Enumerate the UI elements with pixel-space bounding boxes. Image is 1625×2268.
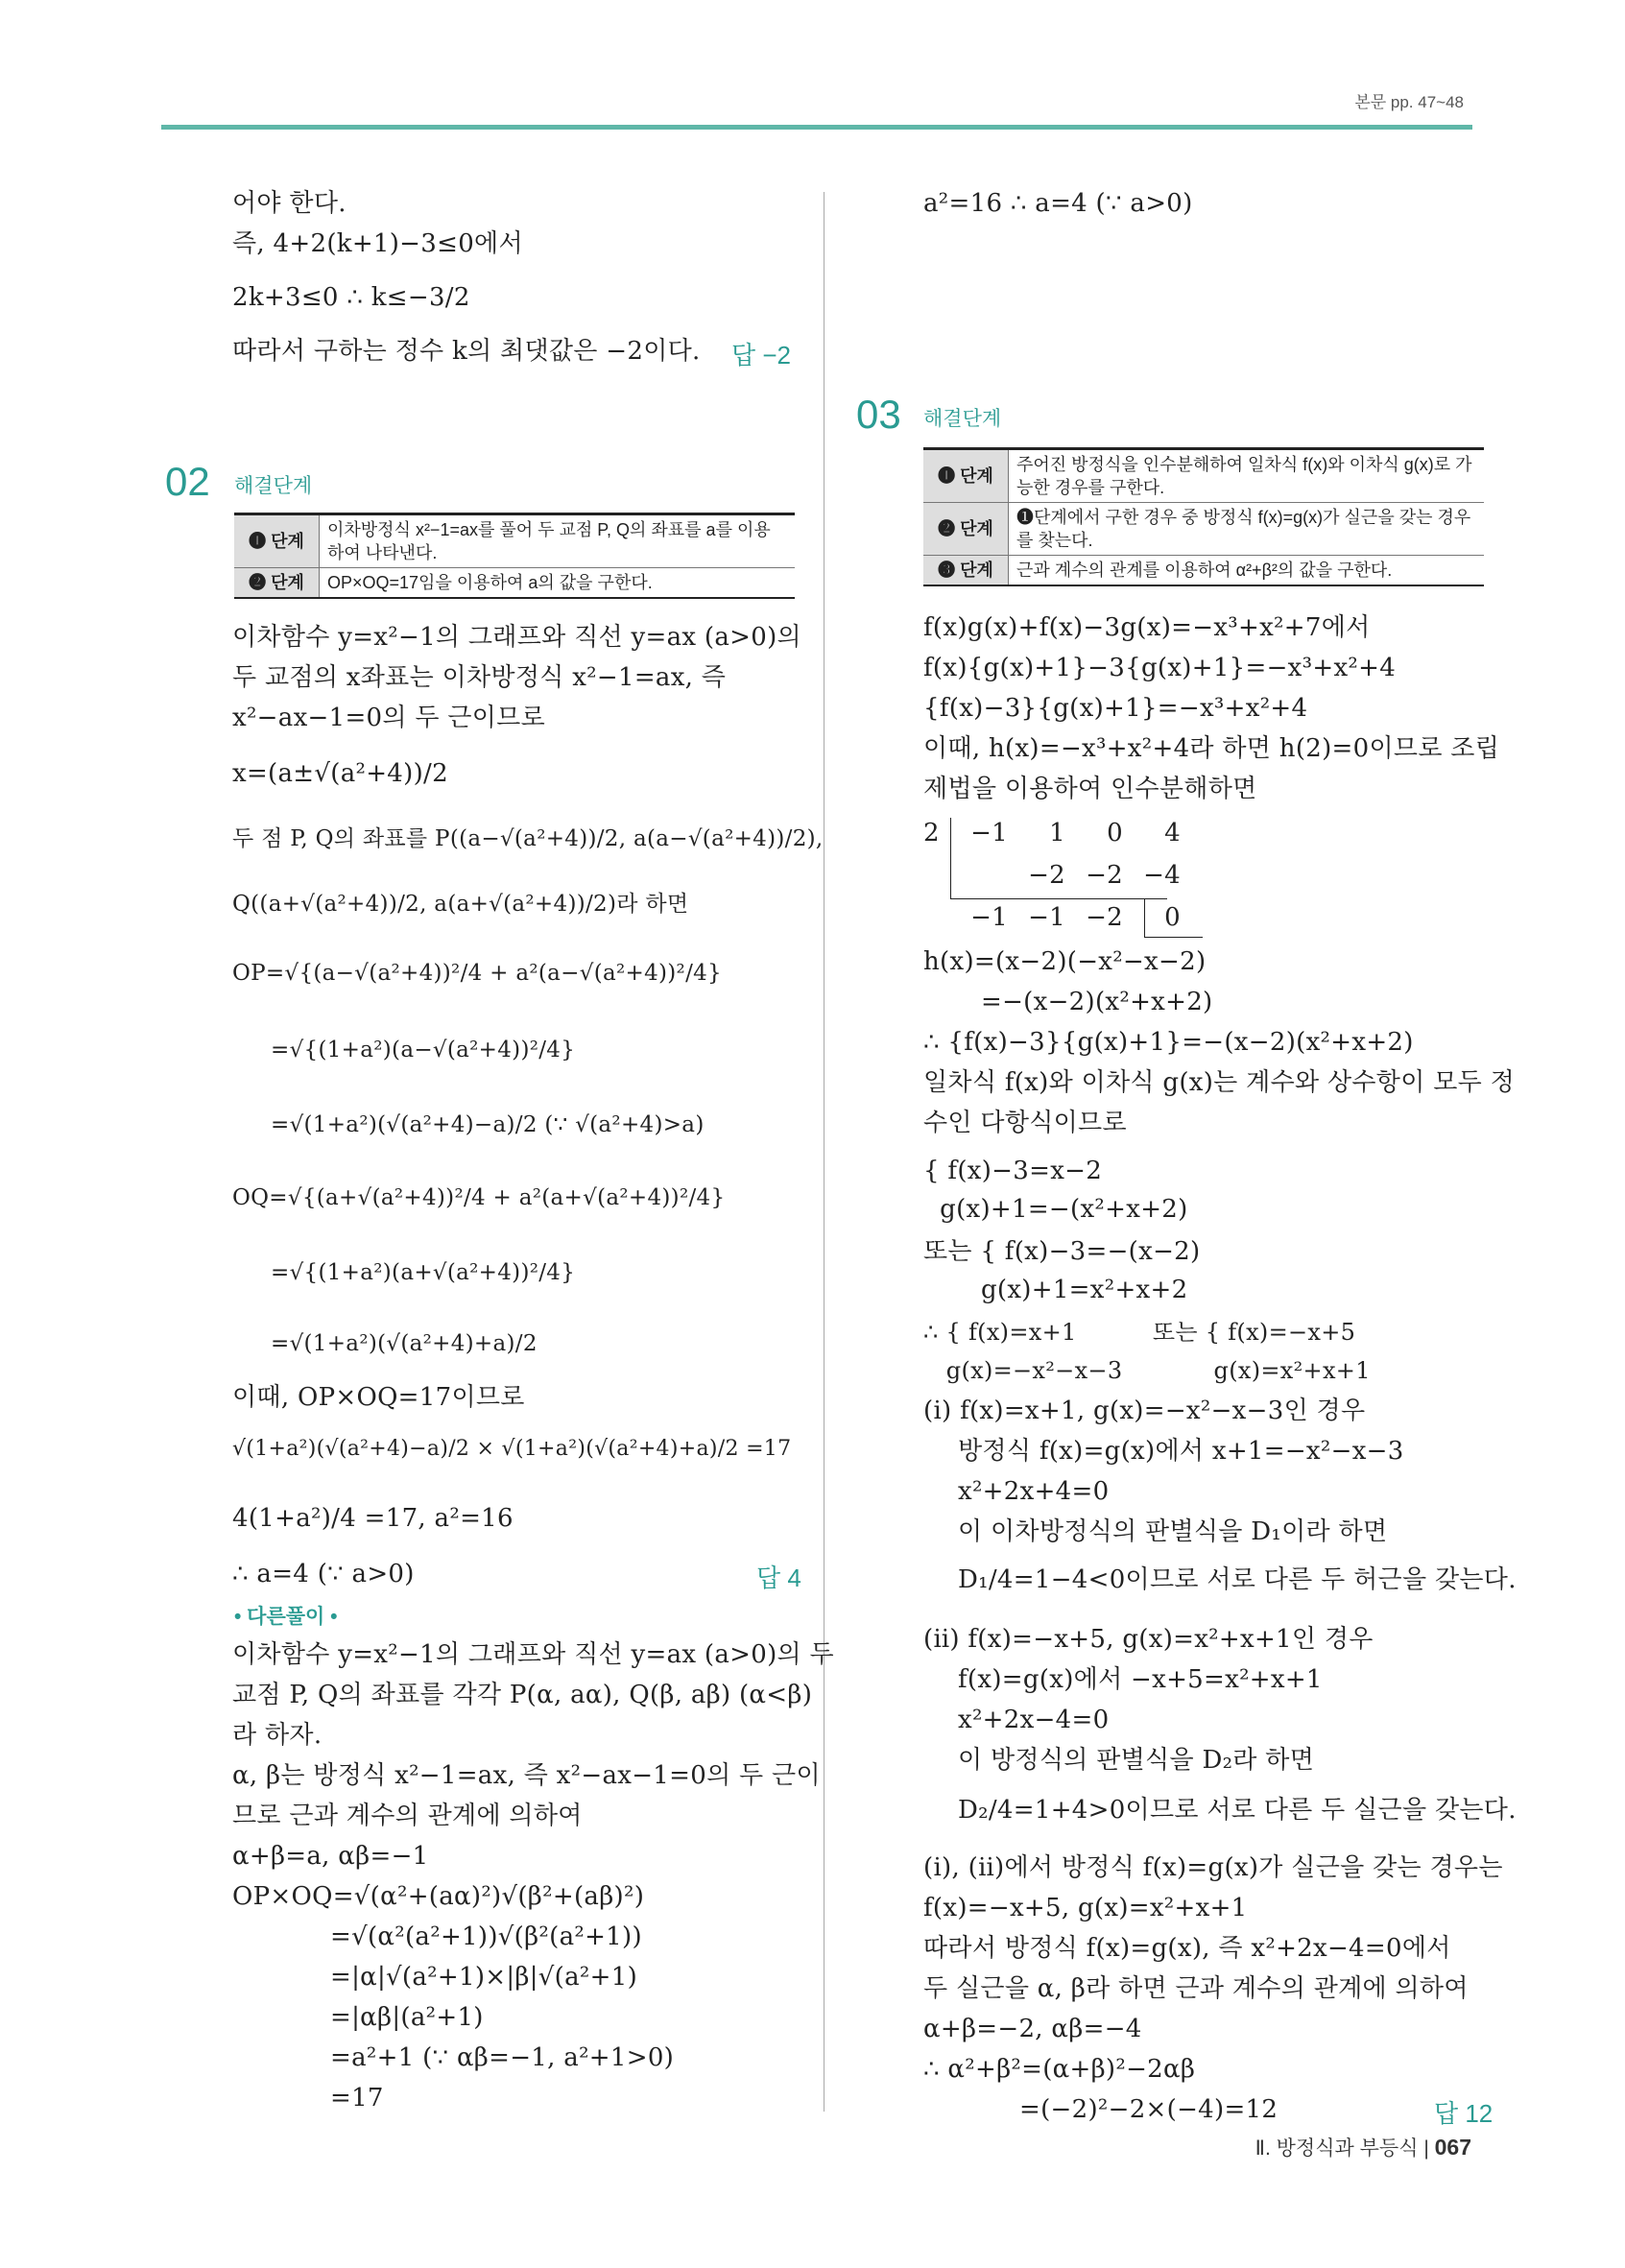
math-line: ∴ { f(x)=x+1 또는 { f(x)=−x+5 [923,1319,1356,1346]
math-line: =17 [330,2084,384,2113]
step-text: OP×OQ=17임을 이용하여 a의 값을 구한다. [320,568,796,599]
synthetic-divisor: 2 [923,819,940,848]
math-line: {f(x)−3}{g(x)+1}=−x³+x²+4 [923,694,1308,723]
text-line: 두 교점의 x좌표는 이차방정식 x²−1=ax, 즉 [232,663,727,692]
math-line: f(x)=g(x)에서 −x+5=x²+x+1 [958,1665,1323,1694]
text-line: 따라서 방정식 f(x)=g(x), 즉 x²+2x−4=0에서 [923,1934,1451,1963]
math-line: =|αβ|(a²+1) [330,2003,484,2032]
math-line: α+β=a, αβ=−1 [232,1842,429,1871]
section-number: 02 [165,459,210,504]
text-line: 일차식 f(x)와 이차식 g(x)는 계수와 상수항이 모두 정 [923,1068,1516,1097]
math-line: x²+2x−4=0 [958,1706,1110,1734]
text-line: (ⅰ), (ⅱ)에서 방정식 f(x)=g(x)가 실근을 갖는 경우는 [923,1853,1503,1882]
page-reference: 본문 pp. 47~48 [1354,93,1464,111]
text-line: 제법을 이용하여 인수분해하면 [923,775,1257,803]
math-line: f(x)g(x)+f(x)−3g(x)=−x³+x²+7에서 [923,613,1371,642]
math-line: D₂/4=1+4>0이므로 서로 다른 두 실근을 갖는다. [958,1796,1517,1825]
text-line: (ⅱ) f(x)=−x+5, g(x)=x²+x+1인 경우 [923,1625,1374,1654]
math-line: h(x)=(x−2)(−x²−x−2) [923,947,1207,976]
math-line: =a²+1 (∵ αβ=−1, a²+1>0) [330,2043,675,2072]
math-line: α+β=−2, αβ=−4 [923,2015,1142,2043]
synthetic-vertical-rule [950,818,951,898]
text-line: 교점 P, Q의 좌표를 각각 P(α, aα), Q(β, aβ) (α<β) [232,1681,813,1709]
math-line: x²+2x+4=0 [958,1477,1110,1506]
synthetic-cell: 0 [1107,819,1123,848]
math-line: =(−2)²−2×(−4)=12 [1019,2095,1278,2124]
text-line: 이때, h(x)=−x³+x²+4라 하면 h(2)=0이므로 조립 [923,734,1500,763]
section-title: 해결단계 [234,475,313,497]
math-line: =√(α²(a²+1))√(β²(a²+1)) [330,1922,642,1951]
math-line: 방정식 f(x)=g(x)에서 x+1=−x²−x−3 [958,1437,1404,1466]
text-line: 이 방정식의 판별식을 D₂라 하면 [958,1746,1315,1775]
text-line: 두 실근을 α, β라 하면 근과 계수의 관계에 의하여 [923,1974,1469,2003]
footer-separator: | [1423,2137,1435,2160]
math-line: 두 점 P, Q의 좌표를 P((a−√(a²+4))/2, a(a−√(a²+4))/2), [232,826,824,851]
text-line: 이때, OP×OQ=17이므로 [232,1383,525,1412]
math-line: Q((a+√(a²+4))/2, a(a+√(a²+4))/2)라 하면 [232,892,689,917]
chapter-title: Ⅱ. 방정식과 부등식 [1255,2137,1419,2160]
math-line: OQ=√{(a+√(a²+4))²/4 + a²(a+√(a²+4))²/4} [232,1185,726,1210]
step-text: ❶단계에서 구한 경우 중 방정식 f(x)=g(x)가 실근을 갖는 경우를 찾는다. [1009,503,1485,556]
alt-solution-title: • 다른풀이 • [234,1606,338,1628]
math-line: √(1+a²)(√(a²+4)−a)/2 × √(1+a²)(√(a²+4)+a)/2 =17 [232,1437,792,1461]
step-row [923,449,1484,503]
math-line: g(x)=−x²−x−3 g(x)=x²+x+1 [923,1357,1371,1384]
math-line: ∴ {f(x)−3}{g(x)+1}=−(x−2)(x²+x+2) [923,1028,1414,1057]
text-line: 따라서 구하는 정수 k의 최댓값은 −2이다. [232,337,701,366]
text-line: 수인 다항식이므로 [923,1109,1127,1137]
answer-label: 답 12 [1434,2099,1494,2128]
math-line: =√{(1+a²)(a−√(a²+4))²/4} [271,1038,576,1062]
math-line: f(x)=−x+5, g(x)=x²+x+1 [923,1894,1248,1922]
text-line: 이 이차방정식의 판별식을 D₁이라 하면 [958,1517,1388,1546]
math-line: g(x)+1=x²+x+2 [923,1276,1188,1304]
step-label: ❸ 단계 [923,556,1009,586]
math-line: ∴ α²+β²=(α+β)²−2αβ [923,2055,1196,2084]
step-row [923,556,1484,586]
math-line: =√(1+a²)(√(a²+4)+a)/2 [271,1331,538,1356]
text-line: 라 하자. [232,1721,323,1750]
step-label: ❷ 단계 [234,568,320,599]
text-line: 어야 한다. [232,189,347,218]
section-number: 03 [856,392,901,437]
math-line: g(x)+1=−(x²+x+2) [923,1195,1188,1224]
section-title: 해결단계 [923,408,1002,430]
solution-steps-table [923,447,1484,586]
math-line: =|α|√(a²+1)×|β|√(a²+1) [330,1963,638,1992]
text-line: (ⅰ) f(x)=x+1, g(x)=−x²−x−3인 경우 [923,1397,1366,1425]
step-label: ❶ 단계 [234,514,320,568]
synthetic-cell: 0 [1164,903,1181,932]
math-line: x=(a±√(a²+4))/2 [232,759,448,788]
step-label: ❷ 단계 [923,503,1009,556]
step-text: 근과 계수의 관계를 이용하여 α²+β²의 값을 구한다. [1009,556,1485,586]
text-line: 이차함수 y=x²−1의 그래프와 직선 y=ax (a>0)의 [232,623,801,652]
solution-steps-table [234,513,795,599]
text-line: x²−ax−1=0의 두 근이므로 [232,704,546,732]
page-footer [1255,2133,1471,2161]
math-line: f(x){g(x)+1}−3{g(x)+1}=−x³+x²+4 [923,654,1397,682]
step-text: 주어진 방정식을 인수분해하여 일차식 f(x)와 이차식 g(x)로 가능한 경우를 구한다. [1009,449,1485,503]
math-line: OP=√{(a−√(a²+4))²/4 + a²(a−√(a²+4))²/4} [232,961,722,986]
math-line: 4(1+a²)/4 =17, a²=16 [232,1504,514,1533]
step-row [234,568,795,599]
step-label: ❶ 단계 [923,449,1009,503]
synthetic-cell: −1 [970,903,1008,932]
header-rule [161,125,1472,130]
synthetic-cell: −2 [1028,861,1065,890]
answer-label: 답 −2 [731,341,791,370]
synthetic-cell: 4 [1164,819,1181,848]
step-row [234,514,795,568]
text-line: α, β는 방정식 x²−1=ax, 즉 x²−ax−1=0의 두 근이 [232,1761,821,1790]
math-line: { f(x)−3=x−2 [923,1157,1103,1185]
math-line: D₁/4=1−4<0이므로 서로 다른 두 허근을 갖는다. [958,1565,1517,1594]
synthetic-cell: −2 [1086,903,1123,932]
text-line: 이차함수 y=x²−1의 그래프와 직선 y=ax (a>0)의 두 [232,1640,834,1669]
page-number: 067 [1434,2135,1471,2160]
math-line: ∴ a=4 (∵ a>0) [232,1560,415,1588]
math-line: =√(1+a²)(√(a²+4)−a)/2 (∵ √(a²+4)>a) [271,1112,705,1137]
math-line: 또는 { f(x)−3=−(x−2) [923,1237,1201,1266]
math-line: a²=16 ∴ a=4 (∵ a>0) [923,189,1193,218]
step-text: 이차방정식 x²−1=ax를 풀어 두 교점 P, Q의 좌표를 a를 이용하여 나타낸다. [320,514,796,568]
synthetic-division [923,814,1211,937]
synthetic-cell: 1 [1049,819,1065,848]
synthetic-cell: −1 [1028,903,1065,932]
math-line: OP×OQ=√(α²+(aα)²)√(β²+(aβ)²) [232,1882,645,1911]
math-line: =√{(1+a²)(a+√(a²+4))²/4} [271,1260,576,1285]
synthetic-cell: −4 [1143,861,1181,890]
synthetic-cell: −1 [970,819,1008,848]
answer-label: 답 4 [756,1564,801,1592]
text-line: 므로 근과 계수의 관계에 의하여 [232,1802,583,1830]
text-line: 즉, 4+2(k+1)−3≤0에서 [232,229,523,258]
synthetic-cell: −2 [1086,861,1123,890]
step-row [923,503,1484,556]
math-line: =−(x−2)(x²+x+2) [981,988,1213,1016]
text-line: 2k+3≤0 ∴ k≤−3/2 [232,283,470,312]
